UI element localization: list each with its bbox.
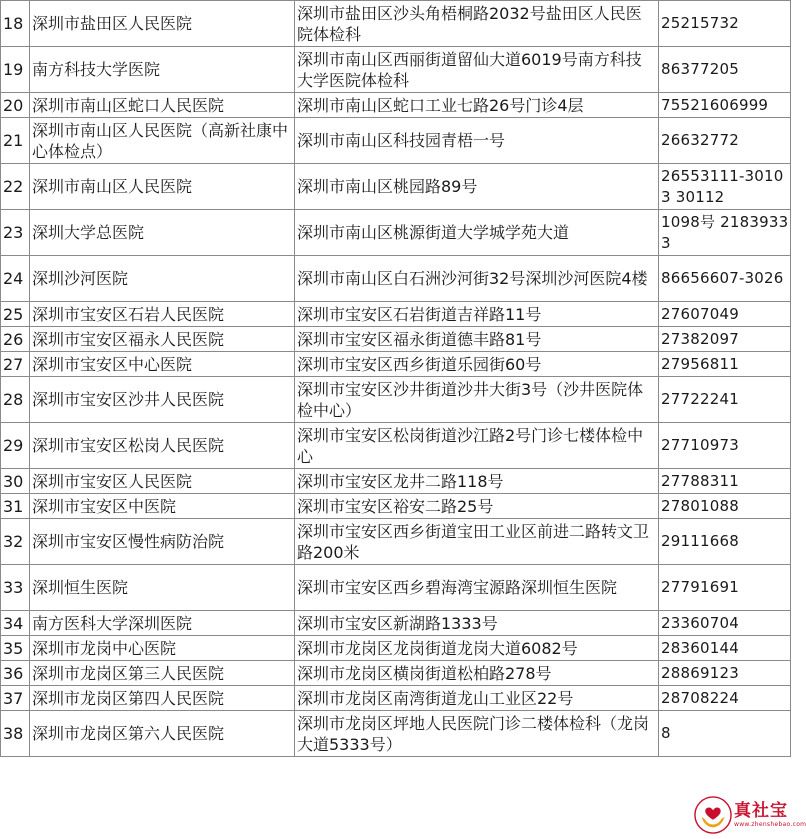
hospital-phone: 29111668 xyxy=(659,519,791,565)
row-number: 33 xyxy=(1,565,30,611)
row-number: 31 xyxy=(1,494,30,519)
hospital-phone: 28360144 xyxy=(659,636,791,661)
hospital-address: 深圳市南山区桃源街道大学城学苑大道 xyxy=(295,210,659,256)
hospital-name: 南方医科大学深圳医院 xyxy=(30,611,295,636)
hands-heart-icon xyxy=(694,796,732,834)
hospital-phone: 26632772 xyxy=(659,118,791,164)
hospital-address: 深圳市龙岗区龙岗街道龙岗大道6082号 xyxy=(295,636,659,661)
hospital-address: 深圳市宝安区松岗街道沙江路2号门诊七楼体检中心 xyxy=(295,423,659,469)
table-row xyxy=(1,494,791,519)
row-number: 29 xyxy=(1,423,30,469)
hospital-phone: 86656607-3026 xyxy=(659,256,791,302)
watermark xyxy=(694,793,806,837)
row-number: 36 xyxy=(1,661,30,686)
row-number: 35 xyxy=(1,636,30,661)
table-row xyxy=(1,47,791,93)
hospital-name: 深圳市宝安区人民医院 xyxy=(30,469,295,494)
table-row xyxy=(1,423,791,469)
hospital-phone: 27791691 xyxy=(659,565,791,611)
table-row xyxy=(1,519,791,565)
row-number: 30 xyxy=(1,469,30,494)
hospital-name: 深圳市宝安区松岗人民医院 xyxy=(30,423,295,469)
hospital-name: 深圳市宝安区福永人民医院 xyxy=(30,327,295,352)
hospital-table-body xyxy=(1,1,791,757)
hospital-name: 深圳市龙岗区第六人民医院 xyxy=(30,711,295,757)
hospital-address: 深圳市龙岗区南湾街道龙山工业区22号 xyxy=(295,686,659,711)
table-row xyxy=(1,164,791,210)
hospital-phone: 27722241 xyxy=(659,377,791,423)
hospital-phone: 8 xyxy=(659,711,791,757)
hospital-address: 深圳市南山区西丽街道留仙大道6019号南方科技大学医院体检科 xyxy=(295,47,659,93)
table-row xyxy=(1,377,791,423)
hospital-phone: 28869123 xyxy=(659,661,791,686)
row-number: 24 xyxy=(1,256,30,302)
hospital-phone: 27382097 xyxy=(659,327,791,352)
table-row xyxy=(1,711,791,757)
hospital-phone: 27788311 xyxy=(659,469,791,494)
hospital-name: 深圳市南山区人民医院（高新社康中心体检点） xyxy=(30,118,295,164)
row-number: 28 xyxy=(1,377,30,423)
hospital-phone: 27801088 xyxy=(659,494,791,519)
row-number: 38 xyxy=(1,711,30,757)
hospital-address: 深圳市宝安区沙井街道沙井大街3号（沙井医院体检中心） xyxy=(295,377,659,423)
row-number: 19 xyxy=(1,47,30,93)
hospital-name: 深圳大学总医院 xyxy=(30,210,295,256)
hospital-phone: 86377205 xyxy=(659,47,791,93)
hospital-phone: 27956811 xyxy=(659,352,791,377)
watermark-url: www.zhenshebao.com xyxy=(734,821,806,828)
table-row xyxy=(1,118,791,164)
hospital-name: 深圳市宝安区慢性病防治院 xyxy=(30,519,295,565)
row-number: 26 xyxy=(1,327,30,352)
hospital-address: 深圳市龙岗区横岗街道松柏路278号 xyxy=(295,661,659,686)
hospital-phone: 27710973 xyxy=(659,423,791,469)
hospital-phone: 23360704 xyxy=(659,611,791,636)
hospital-address: 深圳市宝安区西乡碧海湾宝源路深圳恒生医院 xyxy=(295,565,659,611)
hospital-phone: 28708224 xyxy=(659,686,791,711)
watermark-text xyxy=(734,801,806,829)
hospital-name: 深圳市宝安区石岩人民医院 xyxy=(30,302,295,327)
hospital-address: 深圳市南山区蛇口工业七路26号门诊4层 xyxy=(295,93,659,118)
hospital-phone: 27607049 xyxy=(659,302,791,327)
row-number: 32 xyxy=(1,519,30,565)
table-row xyxy=(1,256,791,302)
table-row xyxy=(1,352,791,377)
hospital-name: 深圳市龙岗区第四人民医院 xyxy=(30,686,295,711)
row-number: 27 xyxy=(1,352,30,377)
hospital-phone: 1098号 21839333 xyxy=(659,210,791,256)
hospital-address: 深圳市宝安区福永街道德丰路81号 xyxy=(295,327,659,352)
table-row xyxy=(1,661,791,686)
row-number: 37 xyxy=(1,686,30,711)
hospital-phone: 25215732 xyxy=(659,1,791,47)
table-row xyxy=(1,686,791,711)
hospital-address: 深圳市宝安区新湖路1333号 xyxy=(295,611,659,636)
hospital-name: 南方科技大学医院 xyxy=(30,47,295,93)
watermark-brand: 真社宝 xyxy=(734,801,788,821)
hospital-address: 深圳市南山区桃园路89号 xyxy=(295,164,659,210)
hospital-name: 深圳市南山区蛇口人民医院 xyxy=(30,93,295,118)
table-row xyxy=(1,93,791,118)
table-row xyxy=(1,327,791,352)
table-row xyxy=(1,469,791,494)
hospital-address: 深圳市宝安区石岩街道吉祥路11号 xyxy=(295,302,659,327)
row-number: 22 xyxy=(1,164,30,210)
table-row xyxy=(1,210,791,256)
row-number: 20 xyxy=(1,93,30,118)
hospital-address: 深圳市龙岗区坪地人民医院门诊二楼体检科（龙岗大道5333号） xyxy=(295,711,659,757)
row-number: 21 xyxy=(1,118,30,164)
row-number: 25 xyxy=(1,302,30,327)
row-number: 34 xyxy=(1,611,30,636)
row-number: 18 xyxy=(1,1,30,47)
hospital-name: 深圳市宝安区沙井人民医院 xyxy=(30,377,295,423)
hospital-address: 深圳市南山区科技园青梧一号 xyxy=(295,118,659,164)
row-number: 23 xyxy=(1,210,30,256)
hospital-phone: 75521606999 xyxy=(659,93,791,118)
hospital-name: 深圳恒生医院 xyxy=(30,565,295,611)
hospital-name: 深圳沙河医院 xyxy=(30,256,295,302)
hospital-address: 深圳市宝安区裕安二路25号 xyxy=(295,494,659,519)
table-row xyxy=(1,611,791,636)
hospital-address: 深圳市宝安区龙井二路118号 xyxy=(295,469,659,494)
hospital-phone: 26553111-30103 30112 xyxy=(659,164,791,210)
hospital-name: 深圳市龙岗区第三人民医院 xyxy=(30,661,295,686)
hospital-address: 深圳市盐田区沙头角梧桐路2032号盐田区人民医院体检科 xyxy=(295,1,659,47)
hospital-name: 深圳市宝安区中医院 xyxy=(30,494,295,519)
hospital-name: 深圳市龙岗中心医院 xyxy=(30,636,295,661)
hospital-name: 深圳市南山区人民医院 xyxy=(30,164,295,210)
hospital-address: 深圳市宝安区西乡街道乐园街60号 xyxy=(295,352,659,377)
table-row xyxy=(1,636,791,661)
hospital-address: 深圳市南山区白石洲沙河街32号深圳沙河医院4楼 xyxy=(295,256,659,302)
hospital-address: 深圳市宝安区西乡街道宝田工业区前进二路转文卫路200米 xyxy=(295,519,659,565)
table-row xyxy=(1,302,791,327)
table-row xyxy=(1,1,791,47)
hospital-name: 深圳市宝安区中心医院 xyxy=(30,352,295,377)
table-row xyxy=(1,565,791,611)
hospital-name: 深圳市盐田区人民医院 xyxy=(30,1,295,47)
